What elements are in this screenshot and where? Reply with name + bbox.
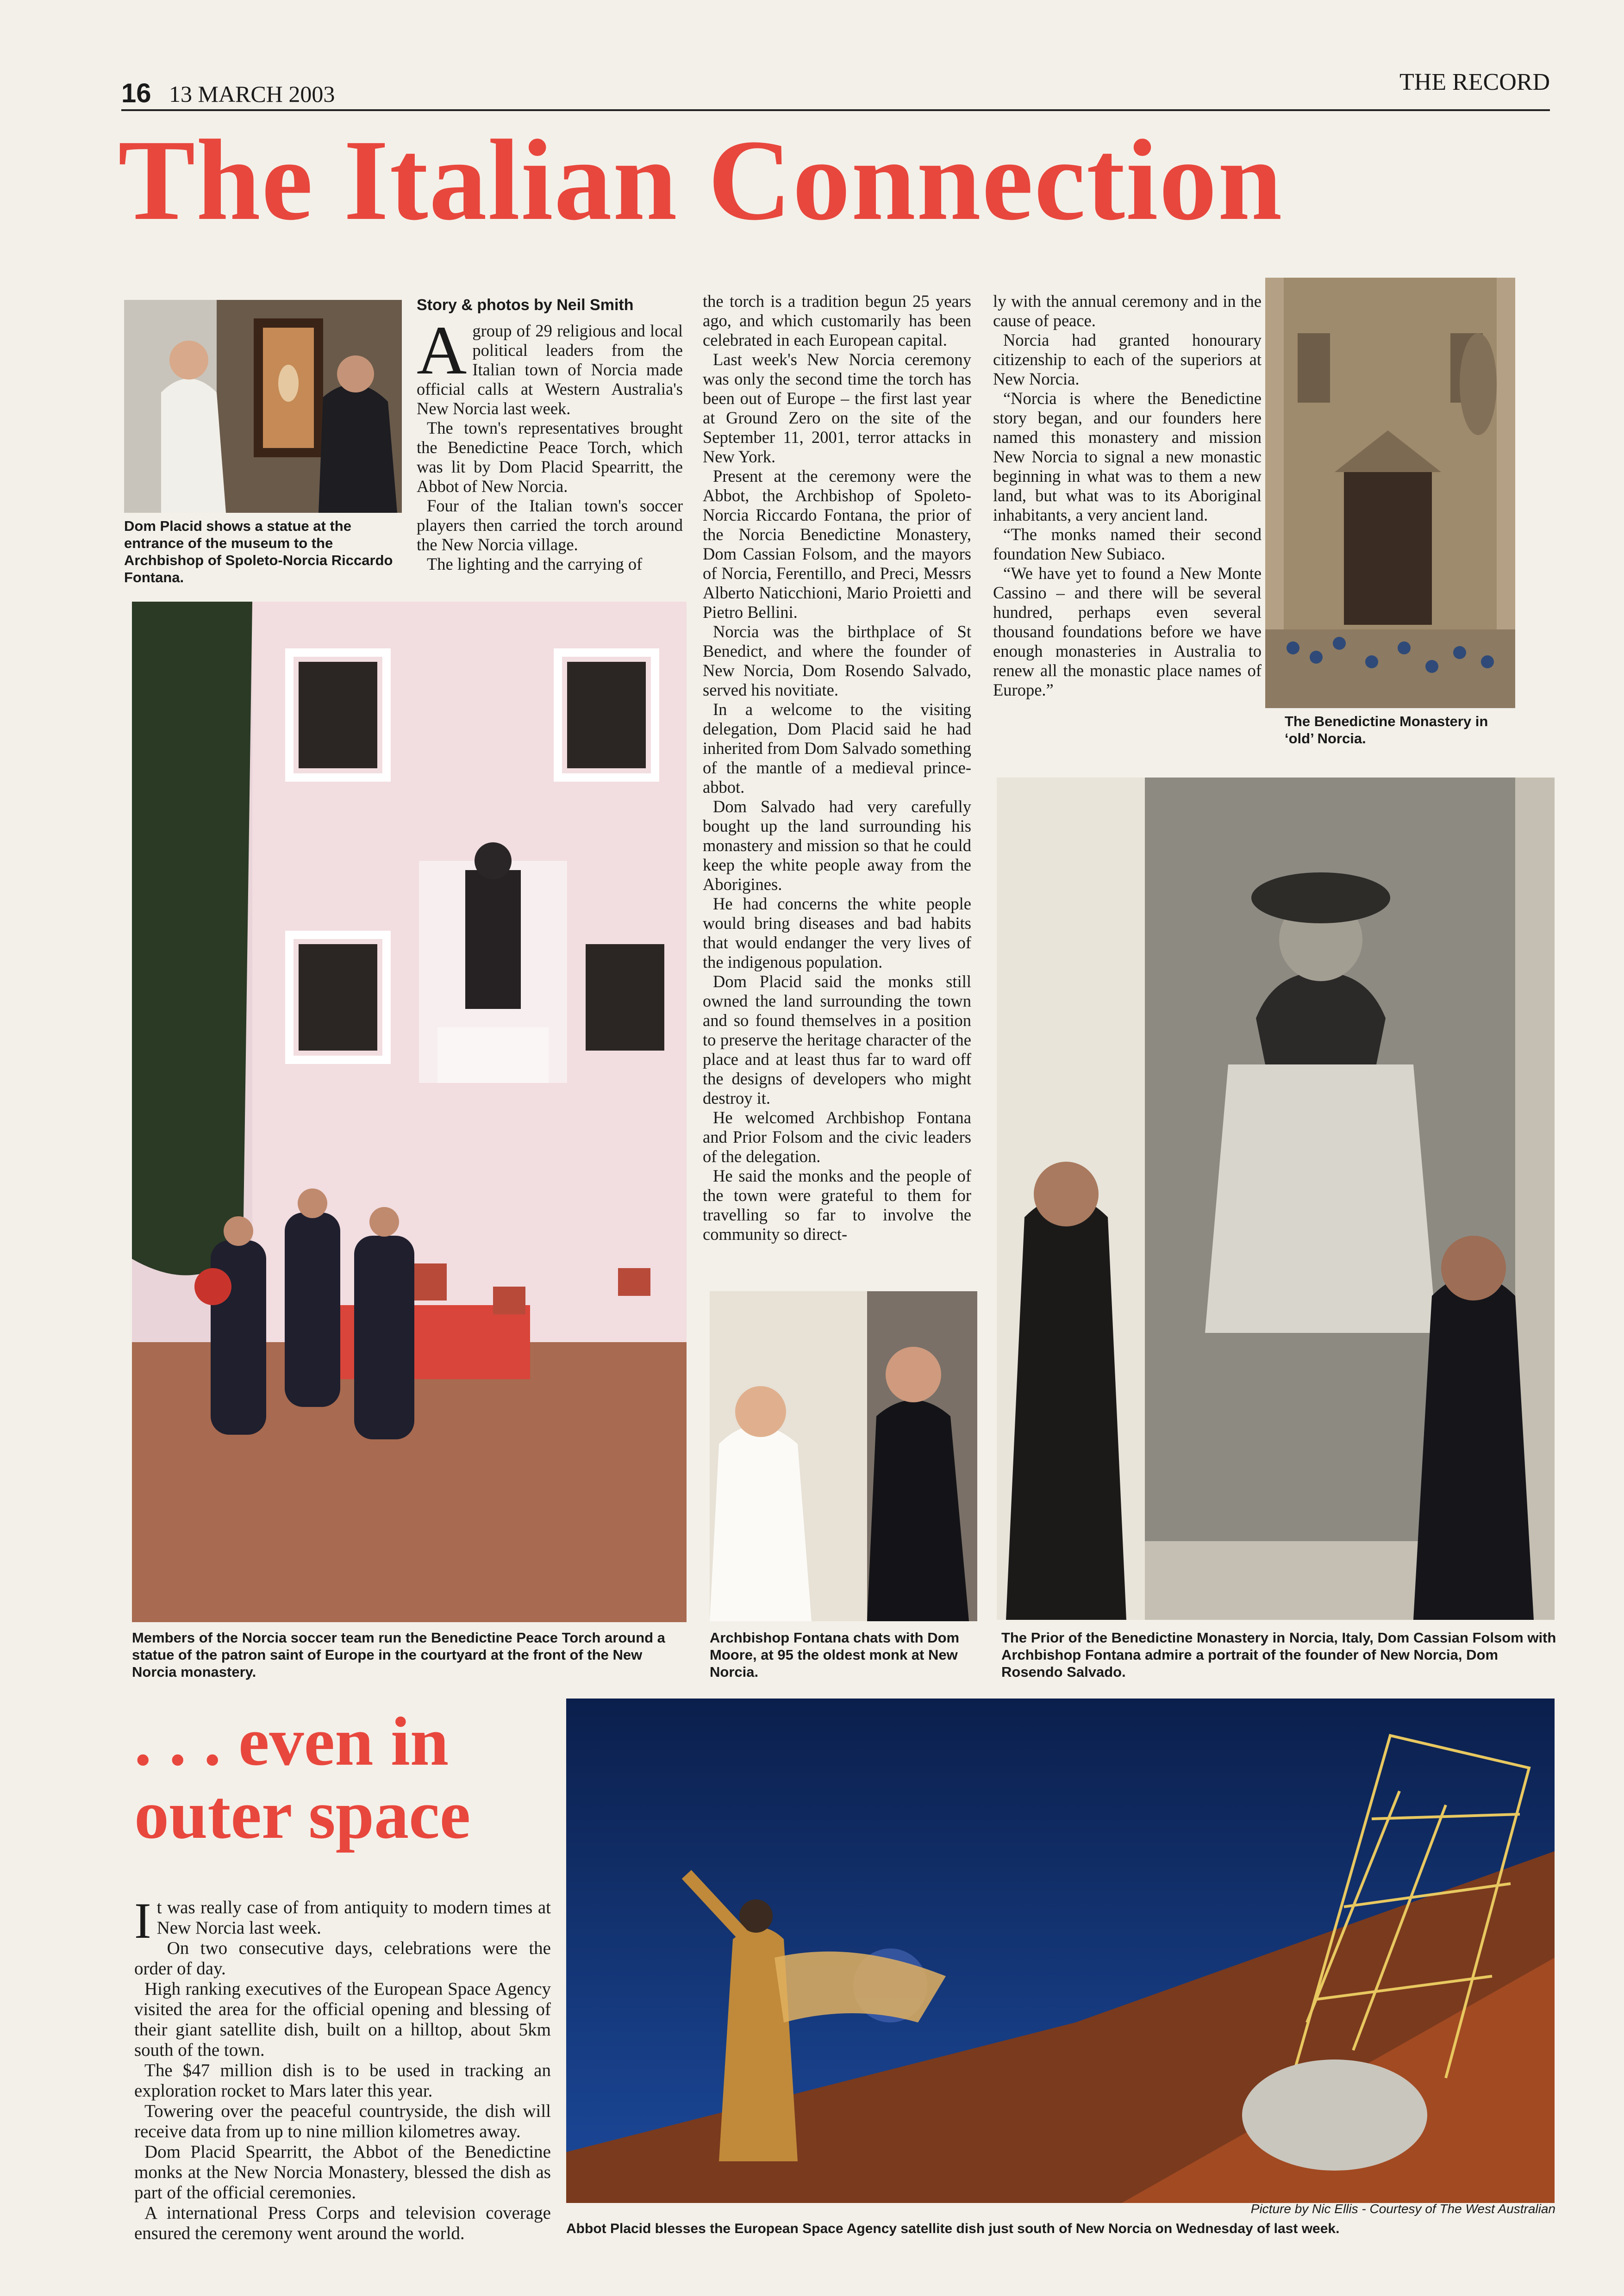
- paragraph: Norcia was the birthplace of St Benedict, and where the founder of New Norcia, Dom Rosendo Salvado, served his novitiate.: [703, 622, 971, 699]
- photo-prior-portrait: [997, 778, 1555, 1620]
- paragraph: He had concerns the white people would bring diseases and bad habits that would endanger the very lives of the indigenous population.: [703, 894, 971, 971]
- article-column-2: [703, 292, 971, 1244]
- header-rule: [121, 109, 1550, 111]
- paragraph: Dom Placid Spearritt, the Abbot of the Benedictine monks at the New Norcia Monastery, blessed the dish as part of the official ceremonies.: [134, 2142, 551, 2203]
- article-column-1: [417, 295, 683, 574]
- photo-satellite-dish-blessing: [566, 1699, 1555, 2203]
- paragraph: Norcia had granted honourary citizenship to each of the superiors at New Norcia.: [993, 330, 1262, 388]
- caption-soccer-team: Members of the Norcia soccer team run the Benedictine Peace Torch around a statue of the patron saint of Europe in the courtyard at the front of the New Norcia monastery.: [132, 1630, 665, 1680]
- headline: The Italian Connection: [118, 116, 1283, 244]
- paragraph: Present at the ceremony were the Abbot, the Archbishop of Spoleto-Norcia Riccardo Fontana, the prior of the Norcia Benedictine Monastery, Dom Cassian Folsom, and the mayors of Norcia, Ferentillo, and Preci, Messrs Alberto Naticchioni, Mario Proietti and Pietro Bellini.: [703, 467, 971, 622]
- paragraph: The $47 million dish is to be used in tracking an exploration rocket to Mars later this year.: [134, 2060, 551, 2101]
- caption-placid-statue: Dom Placid shows a statue at the entrance of the museum to the Archbishop of Spoleto-Norcia Riccardo Fontana.: [124, 518, 393, 585]
- publication-name: THE RECORD: [1399, 69, 1550, 95]
- photo-soccer-team-courtyard: [132, 602, 687, 1622]
- dropcap-a: A: [417, 312, 467, 389]
- paragraph: On two consecutive days, celebrations were the order of day.: [134, 1938, 551, 1979]
- paragraph: “The monks named their second foundation New Subiaco.: [993, 525, 1262, 563]
- paragraph: In a welcome to the visiting delegation, Dom Placid said he had inherited from Dom Salvado something of the mantle of a medieval prince-abbot.: [703, 700, 971, 796]
- subheadline: [134, 1705, 470, 1851]
- paragraph: The town's representatives brought the Benedictine Peace Torch, which was lit by Dom Placid Spearritt, the Abbot of New Norcia.: [417, 418, 683, 496]
- paragraph: the torch is a tradition begun 25 years ago, and which customarily has been celebrated in each European capital.: [703, 292, 971, 349]
- paragraph: Last week's New Norcia ceremony was only the second time the torch has been out of Europe – the first last year at Ground Zero on the site of the September 11, 2001, terror attacks in New York.: [703, 350, 971, 466]
- caption-prior-portrait: The Prior of the Benedictine Monastery in Norcia, Italy, Dom Cassian Folsom with Archbishop Fontana admire a portrait of the founder of New Norcia, Dom Rosendo Salvado.: [1001, 1630, 1556, 1680]
- photo-credit: Picture by Nic Ellis - Courtesy of The West Australian: [1250, 2202, 1555, 2216]
- photo-old-norcia-monastery: [1265, 278, 1515, 708]
- paragraph: group of 29 religious and local political leaders from the Italian town of Norcia made official calls at Western Australia's New Norcia last week.: [417, 321, 683, 418]
- paragraph: A international Press Corps and television coverage ensured the ceremony went around the world.: [134, 2203, 551, 2243]
- issue-date: 13 MARCH 2003: [169, 81, 335, 107]
- paragraph: t was really case of from antiquity to modern times at New Norcia last week.: [156, 1898, 551, 1938]
- paragraph: “Norcia is where the Benedictine story began, and our founders here named this monastery and mission New Norcia to signal a new monastic beginning in what was to them a new land, but what was to its Aboriginal inhabitants, a very ancient land.: [993, 389, 1262, 524]
- paragraph: He welcomed Archbishop Fontana and Prior Folsom and the civic leaders of the delegation.: [703, 1108, 971, 1166]
- caption-old-norcia: The Benedictine Monastery in ‘old’ Norcia.: [1285, 713, 1488, 747]
- photo-fontana-moore: [710, 1291, 977, 1621]
- subheadline-line-2: outer space: [134, 1776, 471, 1853]
- paragraph: Towering over the peaceful countryside, the dish will receive data from up to nine million kilometres away.: [134, 2101, 551, 2141]
- byline: Story & photos by Neil Smith: [417, 296, 634, 314]
- paragraph: “We have yet to found a New Monte Cassino – and there will be several hundred, perhaps even several thousand foundations before we have enough monasteries in Australia to renew all the monastic place names of Europe.”: [993, 564, 1262, 699]
- paragraph: Dom Salvado had very carefully bought up the land surrounding his monastery and mission so that he could keep the white people away from the Aborigines.: [703, 797, 971, 894]
- paragraph: ly with the annual ceremony and in the cause of peace.: [993, 292, 1262, 330]
- paragraph: Dom Placid said the monks still owned the land surrounding the town and so found themselves in a position to preserve the heritage character of the place and at least thus far to ward off the designs of developers who might destroy it.: [703, 972, 971, 1108]
- caption-dish-blessing: Abbot Placid blesses the European Space Agency satellite dish just south of New Norcia on Wednesday of last week.: [566, 2221, 1340, 2236]
- dropcap-i: I: [134, 1892, 151, 1949]
- paragraph: He said the monks and the people of the town were grateful to them for travelling so far to involve the community so direct-: [703, 1166, 971, 1244]
- paragraph: Four of the Italian town's soccer players then carried the torch around the New Norcia village.: [417, 496, 683, 554]
- paragraph: The lighting and the carrying of: [427, 554, 643, 573]
- paragraph: High ranking executives of the European Space Agency visited the area for the official opening and blessing of their giant satellite dish, built on a hilltop, about 5km south of the town.: [134, 1979, 551, 2060]
- caption-fontana-moore: Archbishop Fontana chats with Dom Moore, at 95 the oldest monk at New Norcia.: [710, 1630, 960, 1680]
- article-column-3: [993, 292, 1262, 700]
- page-number: 16: [121, 78, 151, 108]
- subheadline-line-1: . . . even in: [134, 1703, 449, 1780]
- photo-placid-statue: [124, 300, 402, 513]
- article-space-body: [134, 1892, 551, 2244]
